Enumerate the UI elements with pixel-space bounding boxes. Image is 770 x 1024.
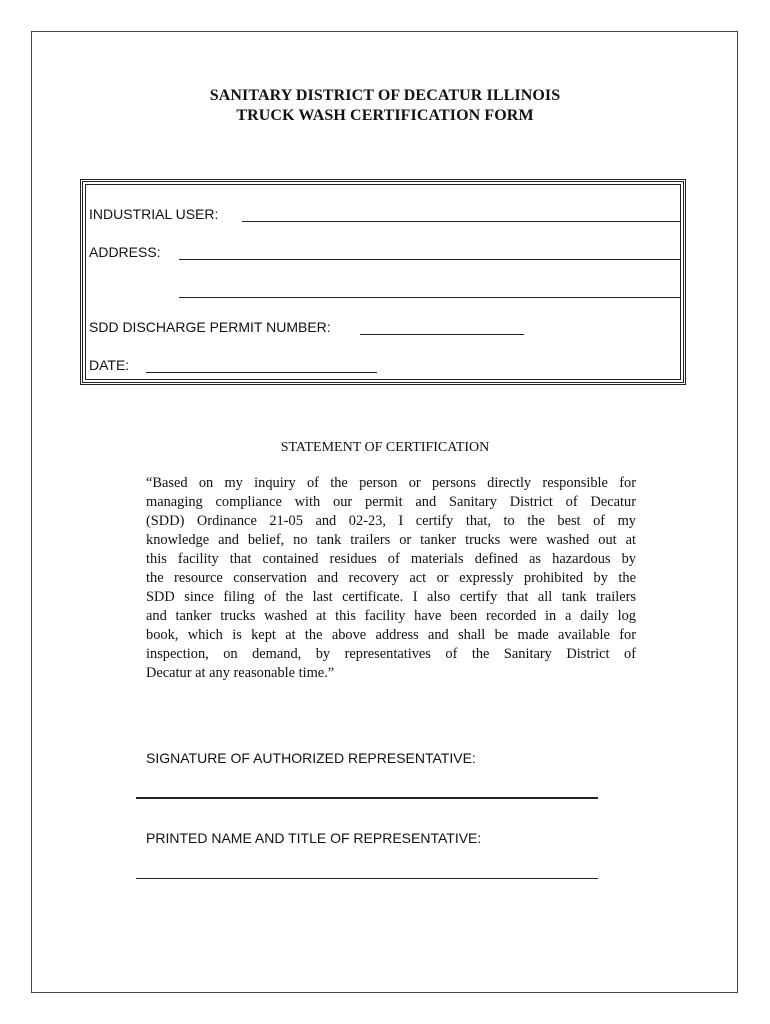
signature-label: SIGNATURE OF AUTHORIZED REPRESENTATIVE: (146, 750, 476, 766)
statement-line: “Based on my inquiry of the person or persons directly responsible for (146, 475, 636, 491)
statement-line: managing compliance with our permit and Sanitary District of Decatur (146, 494, 636, 510)
statement-line: (SDD) Ordinance 21-05 and 02-23, I certify that, to the best of my (146, 513, 636, 529)
statement-line: and tanker trucks washed at this facility have been recorded in a daily log (146, 608, 636, 624)
permit-number-label: SDD DISCHARGE PERMIT NUMBER: (89, 319, 331, 335)
statement-line: Decatur at any reasonable time.” (146, 665, 335, 681)
printed-name-field[interactable] (136, 878, 598, 879)
form-title-line-2: TRUCK WASH CERTIFICATION FORM (236, 107, 534, 124)
permit-number-field[interactable] (360, 334, 524, 335)
signature-field[interactable] (136, 797, 598, 799)
statement-line: knowledge and belief, no tank trailers or tanker trucks were washed out at (146, 532, 636, 548)
form-title-line-1: SANITARY DISTRICT OF DECATUR ILLINOIS (209, 87, 561, 104)
statement-line: this facility that contained residues of materials defined as hazardous by (146, 551, 636, 567)
address-line-2-field[interactable] (179, 297, 680, 298)
statement-line: the resource conservation and recovery act or expressly prohibited by the (146, 570, 636, 586)
statement-line: inspection, on demand, by representatives of the Sanitary District of (146, 646, 636, 662)
statement-heading: STATEMENT OF CERTIFICATION (280, 440, 490, 455)
statement-line: book, which is kept at the above address and shall be made available for (146, 627, 636, 643)
statement-line: SDD since filing of the last certificate. I also certify that all tank trailers (146, 589, 636, 605)
printed-name-label: PRINTED NAME AND TITLE OF REPRESENTATIVE: (146, 830, 482, 846)
statement-body (146, 474, 636, 683)
address-label: ADDRESS: (89, 244, 161, 260)
industrial-user-label: INDUSTRIAL USER: (89, 206, 219, 222)
address-line-1-field[interactable] (179, 259, 680, 260)
date-field[interactable] (146, 372, 377, 373)
industrial-user-field[interactable] (242, 221, 680, 222)
date-label: DATE: (89, 357, 130, 373)
